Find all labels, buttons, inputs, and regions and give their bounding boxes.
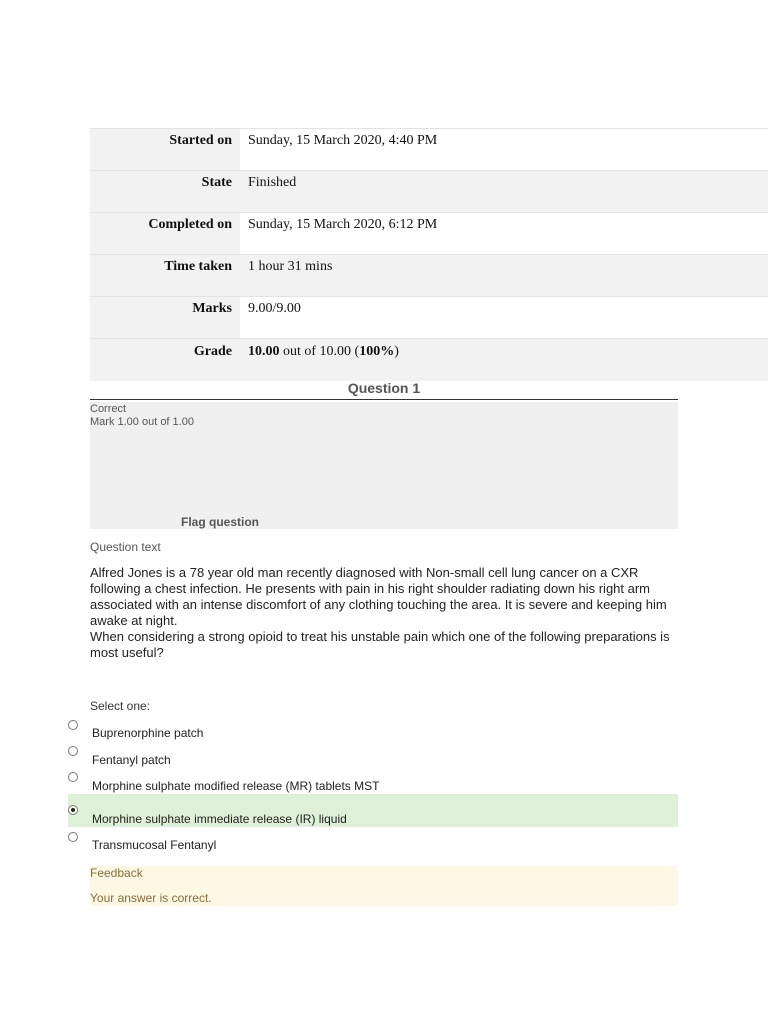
summary-value: 1 hour 31 mins	[240, 255, 768, 296]
select-one-prompt: Select one:	[90, 699, 151, 713]
summary-label: Time taken	[90, 255, 240, 296]
question-text-label: Question text	[90, 540, 161, 554]
feedback-title: Feedback	[90, 866, 143, 880]
summary-label: Grade	[90, 339, 240, 381]
grade-close: )	[394, 344, 399, 359]
radio-button-checked[interactable]	[68, 805, 78, 815]
summary-row-grade	[90, 339, 768, 381]
answer-option[interactable]	[68, 770, 678, 794]
question-status: Correct	[90, 403, 127, 415]
question-text	[90, 565, 680, 661]
question-text-paragraph: When considering a strong opioid to treat his unstable pain which one of the following preparations is most useful?	[90, 629, 670, 660]
summary-label: Marks	[90, 297, 240, 338]
attempt-summary-table	[90, 128, 768, 381]
flag-question-link[interactable]: Flag question	[181, 515, 259, 529]
summary-row-time-taken	[90, 255, 768, 297]
radio-button[interactable]	[68, 746, 78, 756]
grade-out-of: out of 10.00 (	[279, 344, 360, 359]
summary-label: State	[90, 171, 240, 212]
summary-value: Finished	[240, 171, 768, 212]
feedback-text: Your answer is correct.	[90, 891, 212, 905]
answer-option-label: Morphine sulphate modified release (MR) tablets MST	[92, 779, 380, 793]
answer-option-label: Morphine sulphate immediate release (IR) liquid	[92, 812, 347, 826]
summary-row-started-on	[90, 129, 768, 171]
grade-percent: 100%	[359, 344, 395, 359]
radio-button[interactable]	[68, 720, 78, 730]
summary-row-marks	[90, 297, 768, 339]
answer-option[interactable]	[68, 744, 678, 770]
summary-label: Completed on	[90, 213, 240, 254]
answer-option[interactable]	[68, 718, 678, 744]
radio-button[interactable]	[68, 772, 78, 782]
feedback-panel	[90, 866, 678, 906]
grade-value	[240, 339, 768, 381]
answer-option-label: Transmucosal Fentanyl	[92, 838, 217, 852]
summary-value: 9.00/9.00	[248, 301, 301, 316]
question-mark: Mark 1.00 out of 1.00	[90, 416, 194, 428]
question-text-paragraph: Alfred Jones is a 78 year old man recently diagnosed with Non-small cell lung cancer on a CXR following a chest infection. He presents with pain in his right shoulder radiating down his right arm associated with an intense discomfort of any clothing touching the area. It is severe and keeping him awake at night.	[90, 565, 667, 628]
answer-option[interactable]	[68, 830, 678, 856]
grade-score: 10.00	[248, 344, 280, 359]
radio-button[interactable]	[68, 832, 78, 842]
summary-row-completed-on	[90, 213, 768, 255]
answer-option-correct[interactable]	[68, 794, 678, 827]
summary-value: Sunday, 15 March 2020, 4:40 PM	[248, 133, 438, 148]
answer-option-label: Fentanyl patch	[92, 753, 171, 767]
summary-row-state	[90, 171, 768, 213]
question-info-panel	[90, 402, 678, 529]
question-title: Question 1	[90, 380, 678, 400]
summary-label: Started on	[90, 129, 240, 170]
summary-value: Sunday, 15 March 2020, 6:12 PM	[248, 217, 438, 232]
answer-option-label: Buprenorphine patch	[92, 726, 204, 740]
